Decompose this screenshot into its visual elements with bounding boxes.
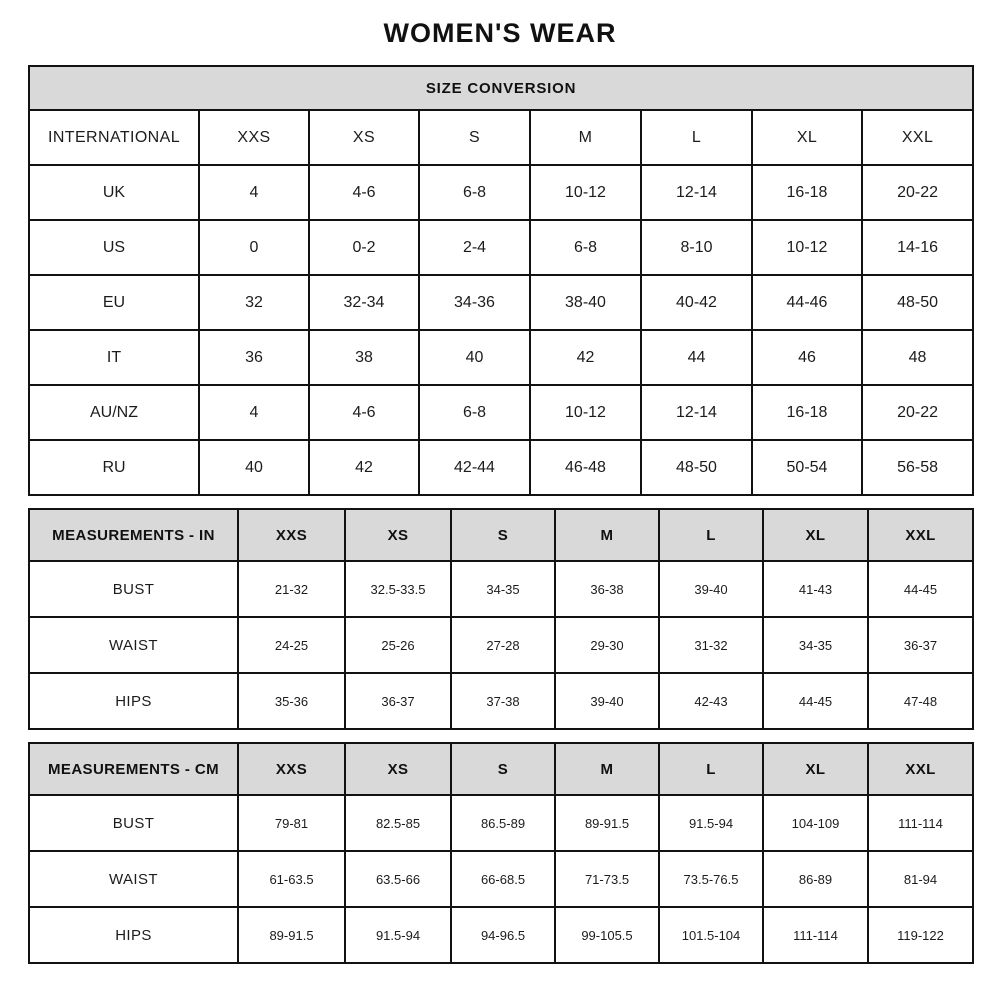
table-cell: 41-43 (763, 561, 868, 617)
table-cell: 37-38 (451, 673, 555, 729)
table-cell: 42 (309, 440, 419, 495)
table-row-it (29, 330, 973, 385)
row-label: HIPS (29, 673, 238, 729)
table-cell: 38-40 (530, 275, 641, 330)
column-header-xxl: XXL (862, 110, 973, 165)
table-cell: 10-12 (752, 220, 862, 275)
column-header-xxl: XXL (868, 743, 973, 795)
page-title: WOMEN'S WEAR (383, 18, 617, 48)
table-cell: 24-25 (238, 617, 345, 673)
table-cell: 46 (752, 330, 862, 385)
table-cell: 21-32 (238, 561, 345, 617)
table-cell: 6-8 (419, 385, 530, 440)
table-row-ru (29, 440, 973, 495)
table-cell: 86.5-89 (451, 795, 555, 851)
row-label: WAIST (29, 851, 238, 907)
table-cell: 104-109 (763, 795, 868, 851)
table-cell: 35-36 (238, 673, 345, 729)
column-header-xxs: XXS (238, 509, 345, 561)
table-cell: 91.5-94 (345, 907, 451, 963)
table-cell: 111-114 (763, 907, 868, 963)
column-header-xs: XS (309, 110, 419, 165)
column-header-xxl: XXL (868, 509, 973, 561)
table-cell: 42 (530, 330, 641, 385)
table-cell: 50-54 (752, 440, 862, 495)
column-header-xxs: XXS (199, 110, 309, 165)
column-header-m: M (555, 509, 659, 561)
table-cell: 42-44 (419, 440, 530, 495)
table-cell: 27-28 (451, 617, 555, 673)
column-header-xl: XL (752, 110, 862, 165)
column-header-xl: XL (763, 509, 868, 561)
table-cell: 4 (199, 385, 309, 440)
measurements-cm-table (28, 742, 974, 964)
table-cell: 39-40 (659, 561, 763, 617)
table-cell: 61-63.5 (238, 851, 345, 907)
table-cell: 66-68.5 (451, 851, 555, 907)
table-cell: 63.5-66 (345, 851, 451, 907)
table-row-waist-in (29, 617, 973, 673)
size-conversion-banner: SIZE CONVERSION (29, 66, 973, 110)
table-row-hips-in (29, 673, 973, 729)
table-cell: 119-122 (868, 907, 973, 963)
table-cell: 36-38 (555, 561, 659, 617)
table-cell: 40 (199, 440, 309, 495)
table-cell: 71-73.5 (555, 851, 659, 907)
table-cell: 38 (309, 330, 419, 385)
table-cell: 82.5-85 (345, 795, 451, 851)
table-cell: 8-10 (641, 220, 752, 275)
table-cell: 44-45 (868, 561, 973, 617)
table-cell: 32 (199, 275, 309, 330)
table-cell: 89-91.5 (555, 795, 659, 851)
table-cell: 32.5-33.5 (345, 561, 451, 617)
table-cell: 34-36 (419, 275, 530, 330)
table-cell: 16-18 (752, 385, 862, 440)
table-cell: 44-46 (752, 275, 862, 330)
column-header-m: M (530, 110, 641, 165)
size-conversion-table (28, 65, 974, 496)
measurements-in-table (28, 508, 974, 730)
table-cell: 56-58 (862, 440, 973, 495)
column-header-l: L (641, 110, 752, 165)
column-header-s: S (451, 509, 555, 561)
table-cell: 32-34 (309, 275, 419, 330)
column-header-l: L (659, 743, 763, 795)
size-conversion-banner-row (29, 66, 973, 110)
table-cell: 34-35 (451, 561, 555, 617)
row-label: WAIST (29, 617, 238, 673)
table-row-us (29, 220, 973, 275)
column-header-xs: XS (345, 509, 451, 561)
column-header-measurements-cm: MEASUREMENTS - CM (29, 743, 238, 795)
row-label: AU/NZ (29, 385, 199, 440)
row-label: HIPS (29, 907, 238, 963)
size-conversion-header-row (29, 110, 973, 165)
table-cell: 86-89 (763, 851, 868, 907)
row-label: EU (29, 275, 199, 330)
table-cell: 12-14 (641, 385, 752, 440)
table-cell: 40 (419, 330, 530, 385)
table-cell: 48-50 (641, 440, 752, 495)
table-cell: 44-45 (763, 673, 868, 729)
table-row-aunz (29, 385, 973, 440)
table-cell: 6-8 (419, 165, 530, 220)
table-cell: 4-6 (309, 165, 419, 220)
table-cell: 6-8 (530, 220, 641, 275)
table-cell: 16-18 (752, 165, 862, 220)
row-label: RU (29, 440, 199, 495)
column-header-xxs: XXS (238, 743, 345, 795)
table-cell: 47-48 (868, 673, 973, 729)
table-cell: 48-50 (862, 275, 973, 330)
measurements-in-header-row (29, 509, 973, 561)
row-label: IT (29, 330, 199, 385)
column-header-m: M (555, 743, 659, 795)
row-label: BUST (29, 795, 238, 851)
column-header-xs: XS (345, 743, 451, 795)
table-cell: 29-30 (555, 617, 659, 673)
row-label: US (29, 220, 199, 275)
table-cell: 34-35 (763, 617, 868, 673)
measurements-cm-header-row (29, 743, 973, 795)
table-cell: 10-12 (530, 165, 641, 220)
table-cell: 99-105.5 (555, 907, 659, 963)
column-header-international: INTERNATIONAL (29, 110, 199, 165)
row-label: BUST (29, 561, 238, 617)
table-row-bust-cm (29, 795, 973, 851)
table-row-hips-cm (29, 907, 973, 963)
column-header-measurements-in: MEASUREMENTS - IN (29, 509, 238, 561)
table-cell: 4 (199, 165, 309, 220)
table-cell: 36-37 (868, 617, 973, 673)
table-cell: 111-114 (868, 795, 973, 851)
table-cell: 20-22 (862, 385, 973, 440)
table-cell: 0-2 (309, 220, 419, 275)
table-cell: 0 (199, 220, 309, 275)
table-cell: 94-96.5 (451, 907, 555, 963)
table-cell: 4-6 (309, 385, 419, 440)
table-cell: 36 (199, 330, 309, 385)
table-cell: 81-94 (868, 851, 973, 907)
table-cell: 12-14 (641, 165, 752, 220)
table-cell: 14-16 (862, 220, 973, 275)
table-cell: 44 (641, 330, 752, 385)
table-row-waist-cm (29, 851, 973, 907)
table-cell: 36-37 (345, 673, 451, 729)
table-cell: 25-26 (345, 617, 451, 673)
table-cell: 91.5-94 (659, 795, 763, 851)
table-cell: 39-40 (555, 673, 659, 729)
table-cell: 101.5-104 (659, 907, 763, 963)
table-cell: 89-91.5 (238, 907, 345, 963)
table-cell: 40-42 (641, 275, 752, 330)
table-cell: 46-48 (530, 440, 641, 495)
table-row-bust-in (29, 561, 973, 617)
table-cell: 73.5-76.5 (659, 851, 763, 907)
table-cell: 20-22 (862, 165, 973, 220)
column-header-xl: XL (763, 743, 868, 795)
column-header-s: S (451, 743, 555, 795)
table-cell: 31-32 (659, 617, 763, 673)
column-header-s: S (419, 110, 530, 165)
table-row-uk (29, 165, 973, 220)
column-header-l: L (659, 509, 763, 561)
table-cell: 42-43 (659, 673, 763, 729)
table-cell: 2-4 (419, 220, 530, 275)
row-label: UK (29, 165, 199, 220)
table-cell: 79-81 (238, 795, 345, 851)
table-cell: 10-12 (530, 385, 641, 440)
table-row-eu (29, 275, 973, 330)
table-cell: 48 (862, 330, 973, 385)
